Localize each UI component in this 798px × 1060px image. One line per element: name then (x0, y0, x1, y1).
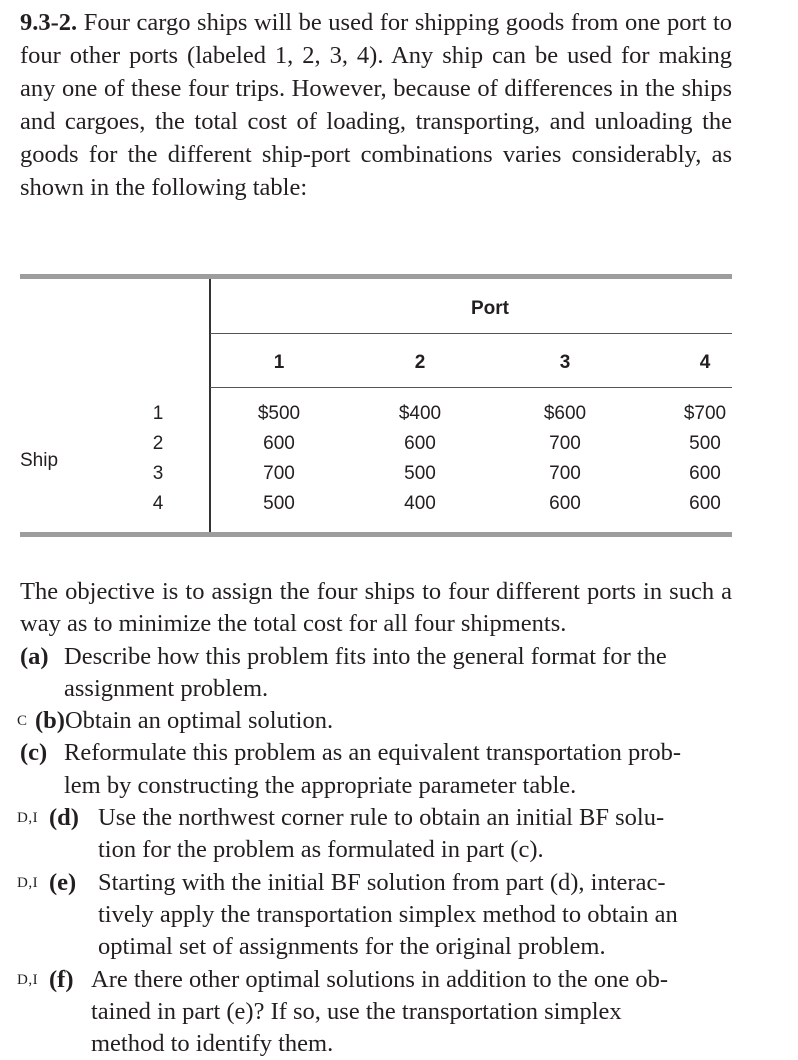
part-text-line: Use the northwest corner rule to obtain an initial BF solu- (98, 804, 665, 832)
part-f (17, 964, 732, 1060)
cost-cell: 700 (549, 433, 581, 454)
part-text-line: tion for the problem as formulated in part (c). (98, 836, 544, 864)
cost-cell: 600 (404, 433, 436, 454)
cost-cell: 600 (549, 493, 581, 514)
table-top-rule (20, 274, 732, 279)
part-tag: D,I (17, 810, 39, 827)
cost-cell: 500 (404, 463, 436, 484)
cost-cell: 700 (263, 463, 295, 484)
cost-cell: $700 (683, 403, 727, 424)
part-label: (b) (35, 707, 65, 735)
cost-cell: 500 (689, 433, 721, 454)
cost-cell: 600 (263, 433, 295, 454)
cost-cell: $500 (257, 403, 301, 424)
part-text-line: Describe how this problem fits into the general format for the (64, 642, 667, 670)
part-text-line: Reformulate this problem as an equivalent transportation prob- (64, 739, 682, 767)
cost-cell: 400 (404, 493, 436, 514)
port-label-1: 1 (273, 352, 285, 373)
part-label: (f) (49, 965, 74, 993)
part-c (20, 737, 732, 802)
part-b (17, 705, 732, 737)
port-label-4: 4 (699, 352, 711, 373)
ship-header: Ship (20, 450, 59, 471)
part-e (17, 867, 732, 964)
problem-text: Four cargo ships will be used for shipping goods from one port to four other ports (labeled 1, 2, 3, 4). Any ship can be used for making any one of these four trips. However, because of differences in the ships and cargoes, the total cost of loading, transporting, and unloading the goods for the different ship-port combinations varies considerably, as shown in the following table: (20, 9, 733, 201)
ship-label-3: 3 (152, 463, 164, 484)
part-a (20, 641, 732, 706)
problem-number: 9.3-2. (20, 9, 78, 36)
part-tag: D,I (17, 971, 39, 988)
part-label: (e) (49, 868, 77, 896)
port-header: Port (471, 298, 509, 319)
part-label: (a) (20, 642, 49, 670)
ship-label-4: 4 (152, 493, 164, 514)
header-rule-2 (210, 387, 732, 388)
part-text-line: tained in part (e)? If so, use the transportation simplex (91, 997, 622, 1025)
cost-cell: $400 (398, 403, 442, 424)
part-text-line: Are there other optimal solutions in addition to the one ob- (91, 965, 668, 993)
part-label: (d) (49, 804, 79, 832)
cost-cell: 600 (689, 493, 721, 514)
part-text-line: Obtain an optimal solution. (64, 707, 334, 735)
part-text-line: tively apply the transportation simplex method to obtain an (98, 900, 678, 928)
part-d (17, 802, 732, 867)
port-label-3: 3 (559, 352, 571, 373)
part-tag: C (17, 713, 28, 730)
port-label-2: 2 (414, 352, 426, 373)
table-bottom-rule (20, 532, 732, 537)
questions (17, 576, 732, 1060)
cost-cell: 700 (549, 463, 581, 484)
problem-statement (20, 6, 732, 204)
cost-cell: 600 (689, 463, 721, 484)
part-text-line: optimal set of assignments for the original problem. (98, 933, 606, 961)
part-text-line: lem by constructing the appropriate parameter table. (64, 771, 577, 799)
part-label: (c) (20, 739, 48, 767)
cost-cell: 500 (263, 493, 295, 514)
header-rule-1 (210, 333, 732, 334)
table-vertical-divider (209, 279, 211, 532)
ship-label-2: 2 (152, 433, 164, 454)
ship-label-1: 1 (152, 403, 164, 424)
part-text-line: assignment problem. (64, 674, 269, 702)
part-text-line: method to identify them. (91, 1030, 334, 1058)
objective-text: The objective is to assign the four ships to four different ports in such a way as to minimize the total cost for all four shipments. (20, 578, 732, 638)
part-tag: D,I (17, 874, 39, 891)
cost-cell: $600 (543, 403, 587, 424)
part-text-line: Starting with the initial BF solution from part (d), interac- (98, 868, 666, 896)
